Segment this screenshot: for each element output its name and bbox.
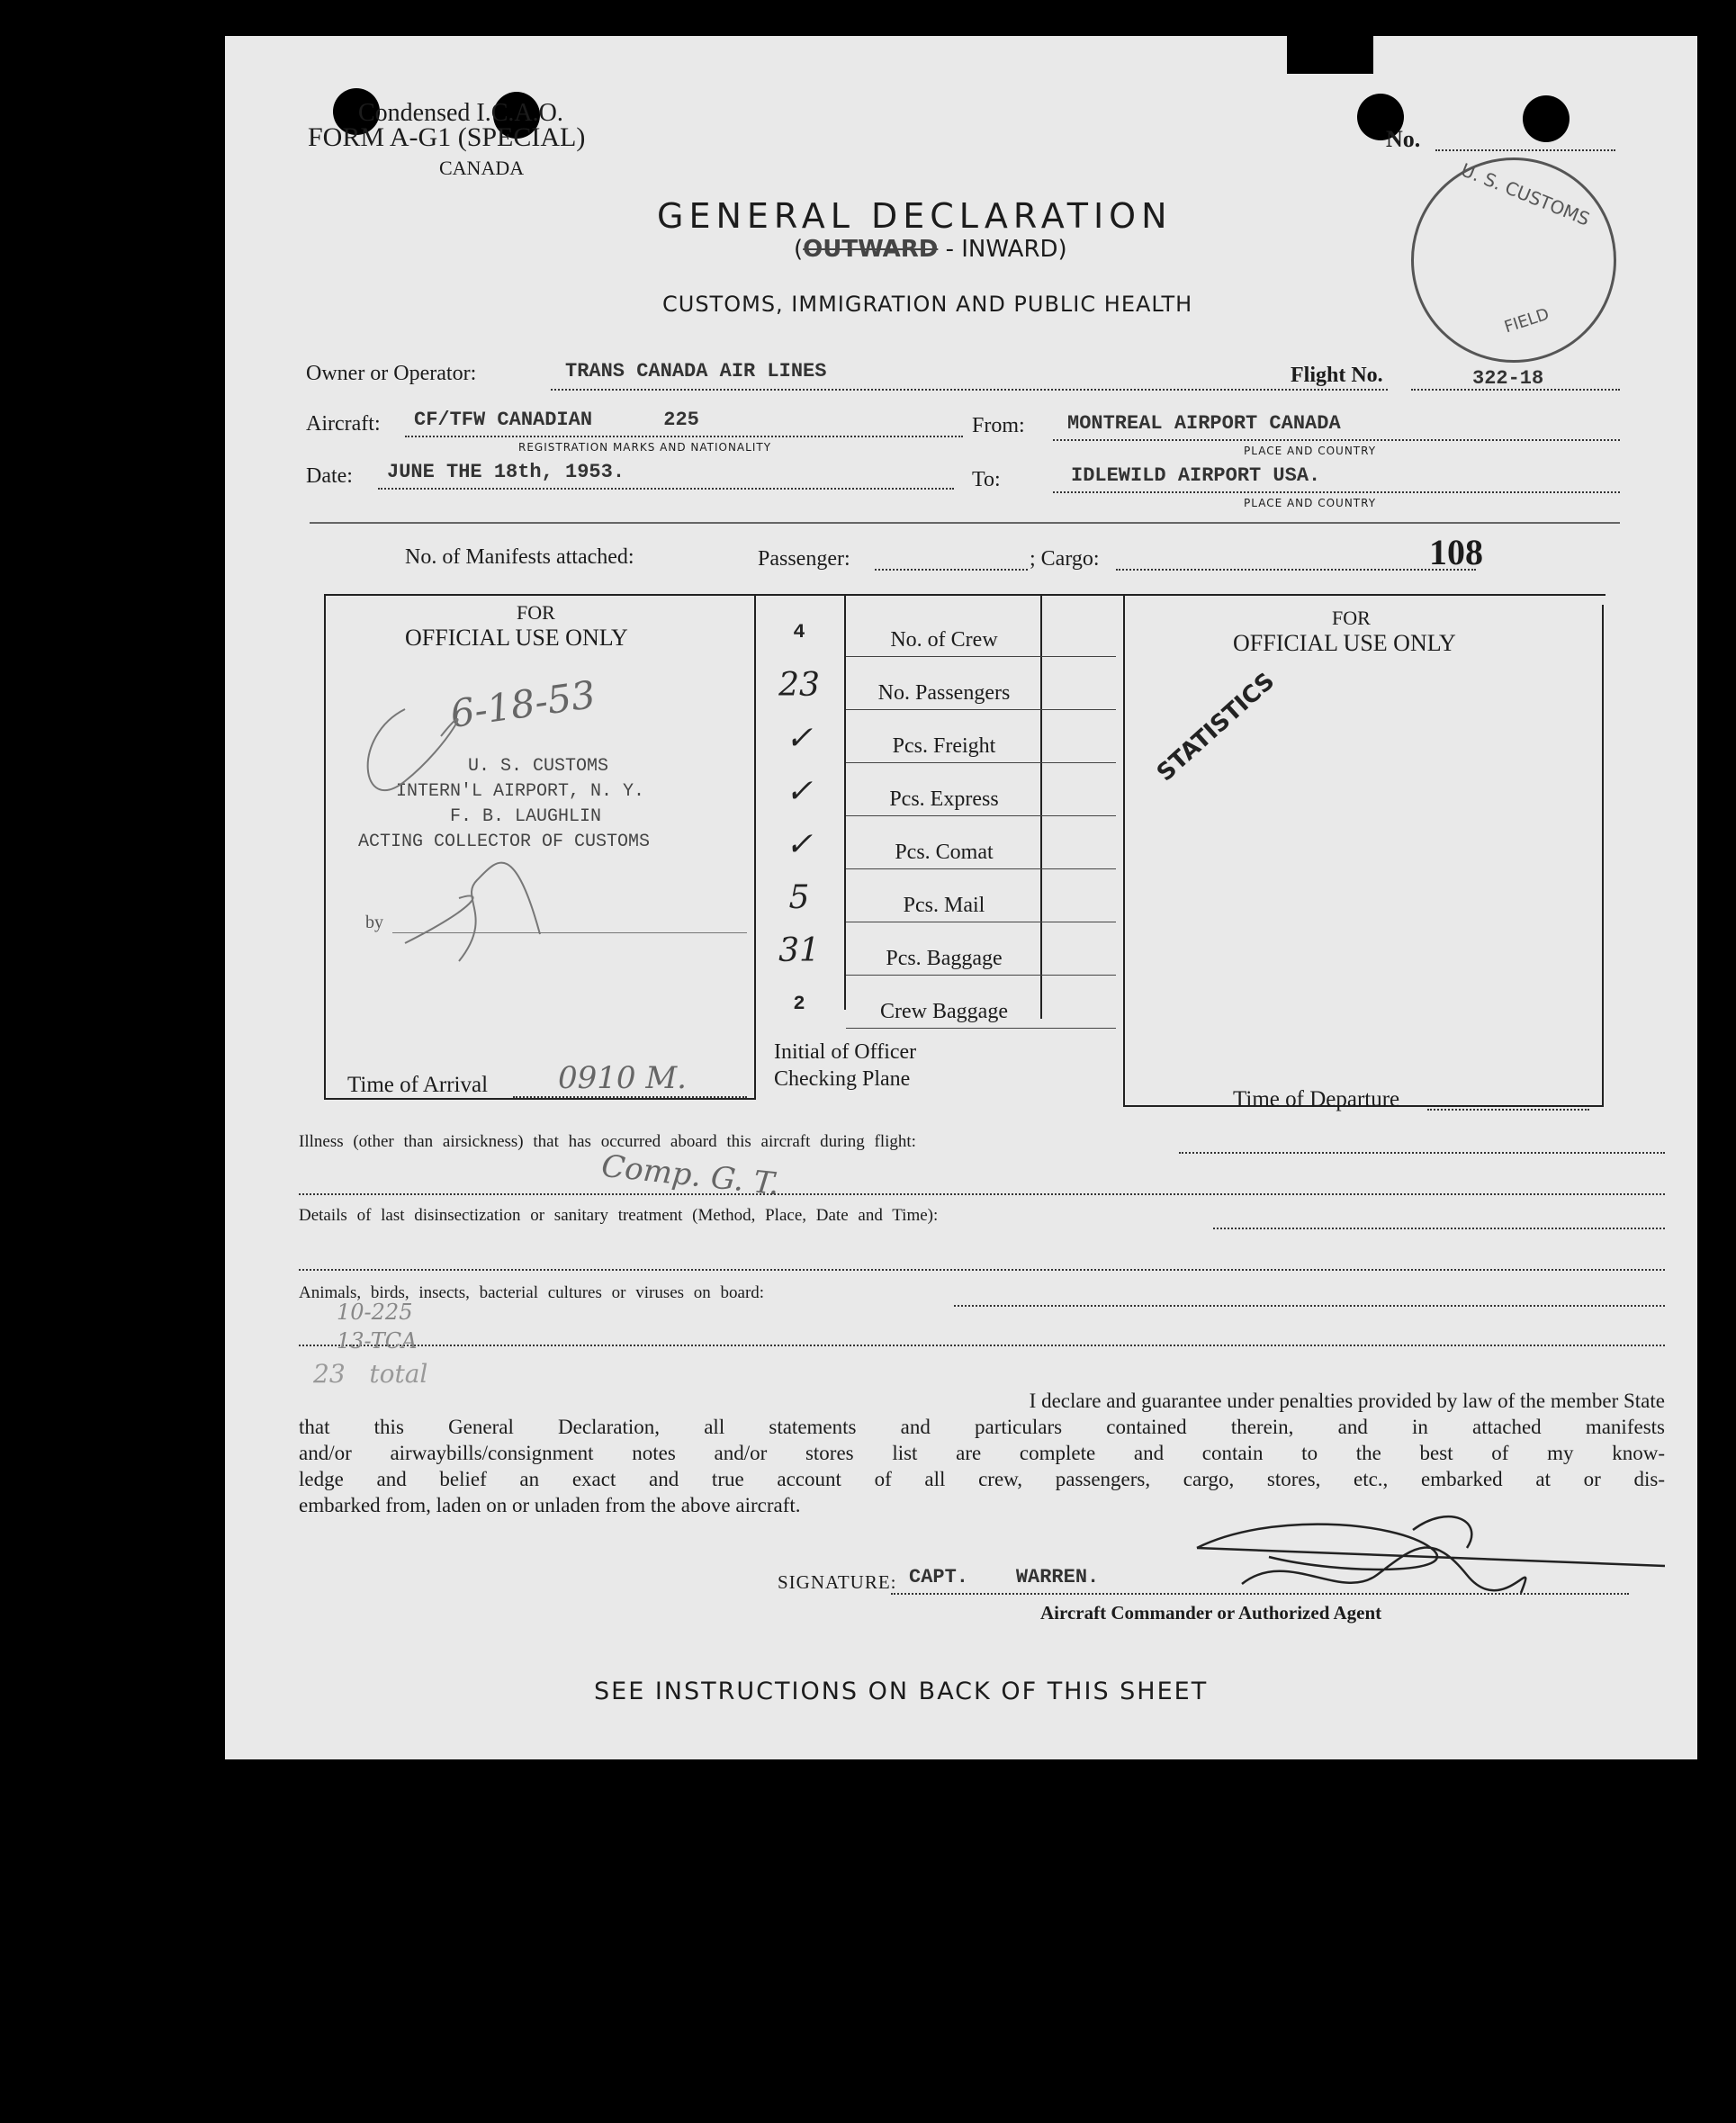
declaration-sheet [225,36,1697,1759]
aircraft-caption: REGISTRATION MARKS AND NATIONALITY [518,441,772,454]
col-divider-4 [1123,596,1125,1107]
declaration-line-2: that this General Declaration, all statements and particulars contained therein, and in attached manifests [299,1416,1665,1438]
page-title: GENERAL DECLARATION [657,196,1173,236]
no-label: No. [1386,126,1421,152]
punch-hole-right-b [1523,95,1570,142]
right-for: FOR [1332,607,1371,629]
left-for: FOR [517,601,555,624]
footer-instructions: SEE INSTRUCTIONS ON BACK OF THIS SHEET [594,1678,1209,1705]
disinsect-line-1 [1213,1228,1665,1229]
initial-officer-line-2: Checking Plane [774,1067,911,1091]
owner-value: TRANS CANADA AIR LINES [565,360,827,382]
declaration-line-3: and/or airwaybills/consignment notes and/or stores list are complete and contain to the best of my know- [299,1442,1665,1464]
signature-label: SIGNATURE: [778,1571,897,1593]
departure-line [1427,1109,1589,1111]
count-value: ✓ [785,720,814,757]
disinsect-label: Details of last disinsectization or sanitary treatment (Method, Place, Date and Time): [299,1206,939,1225]
count-value: 2 [793,993,805,1015]
declaration-line-5: embarked from, laden on or unladen from the above aircraft. [299,1494,801,1516]
date-label: Date: [306,464,353,488]
form-line-1: Condensed I.C.A.O. [358,99,563,127]
header-rule [310,522,1620,524]
to-caption: PLACE AND COUNTRY [1244,497,1377,509]
direction-inward: - INWARD) [945,236,1067,263]
from-value: MONTREAL AIRPORT CANADA [1067,412,1341,435]
count-row [756,715,1123,768]
date-value: JUNE THE 18th, 1953. [387,461,625,483]
count-value: ✓ [785,773,814,810]
aircraft-value: CF/TFW CANADIAN 225 [414,409,699,431]
count-value: 4 [793,621,805,643]
count-row-rule [846,815,1116,816]
count-label: Pcs. Baggage [886,947,1003,970]
illness-handwriting: Comp. G. T. [599,1147,781,1203]
illness-line-1 [1179,1152,1665,1154]
no-line [1435,149,1615,151]
from-label: From: [972,414,1025,437]
owner-label: Owner or Operator: [306,362,477,385]
signature-caption: Aircraft Commander or Authorized Agent [1040,1602,1382,1624]
initial-officer-line-1: Initial of Officer [774,1040,917,1064]
arrival-value: 0910 M. [558,1060,687,1096]
passenger-label: Passenger: [758,547,850,571]
count-value: ✓ [785,826,814,863]
form-line-3: CANADA [439,157,525,179]
declaration-line-4: ledge and belief an exact and true account of all crew, passengers, cargo, stores, etc., embarked at or dis- [299,1468,1665,1490]
count-row [756,661,1123,715]
count-row [756,768,1123,821]
cargo-line [1116,569,1476,571]
count-row [756,608,1123,661]
count-row-rule [846,1028,1116,1029]
count-label: Pcs. Mail [903,894,985,917]
customs-stamp-bottom: FIELD [1502,304,1552,337]
disinsect-line-2 [299,1269,1665,1271]
count-row-rule [846,762,1116,763]
departure-label: Time of Departure [1233,1087,1400,1111]
arrival-label: Time of Arrival [347,1073,489,1097]
count-row-rule [846,975,1116,976]
form-line-2: FORM A-G1 (SPECIAL) [308,122,586,152]
left-stamp-line-3: F. B. LAUGHLIN [450,806,602,827]
count-label: Crew Baggage [880,1000,1008,1023]
count-row-rule [846,868,1116,869]
animals-hand-1: 10-225 [337,1300,413,1325]
left-hand-date: 6-18-53 [447,671,598,737]
official-table [324,594,1606,1109]
direction-struck: OUTWARD [803,236,939,263]
count-label: No. of Crew [890,628,998,652]
count-value: 23 [778,667,820,704]
from-line [1053,439,1620,441]
animals-label: Animals, birds, insects, bacterial cultures or viruses on board: [299,1283,765,1302]
clip-mark [1287,34,1373,74]
illness-label: Illness (other than airsickness) that has occurred aboard this aircraft during flight: [299,1132,916,1151]
right-official-use: OFFICIAL USE ONLY [1233,630,1456,656]
arrival-line [513,1096,747,1098]
count-row [756,927,1123,980]
flight-label: Flight No. [1291,364,1383,387]
flight-value: 322-18 [1472,367,1544,390]
left-stamp-line-2: INTERN'L AIRPORT, N. Y. [396,781,645,802]
count-label: No. Passengers [877,681,1011,705]
left-official-use: OFFICIAL USE ONLY [405,625,628,651]
count-row-rule [846,709,1116,710]
from-caption: PLACE AND COUNTRY [1244,445,1377,457]
declaration-line-1: I declare and guarantee under penalties provided by law of the member State [1029,1390,1665,1412]
cargo-label: ; Cargo: [1030,547,1100,571]
count-row [756,821,1123,874]
table-right-edge [1602,605,1604,1107]
animals-line-2 [299,1345,1665,1346]
count-row [756,980,1123,1033]
signature-value: CAPT. WARREN. [909,1566,1100,1588]
direction-open: ( [794,236,804,263]
count-value: 5 [788,879,810,916]
animals-hand-3: 23 total [313,1359,428,1389]
owner-line [551,389,1388,391]
cargo-value: 108 [1429,532,1483,572]
left-stamp-line-4: ACTING COLLECTOR OF CUSTOMS [358,832,651,852]
direction-line [794,236,1067,263]
illness-line-2 [299,1193,1665,1195]
table-bottom-left [324,1098,756,1100]
animals-line-1 [954,1305,1665,1307]
customs-stamp-top: U. S. CUSTOMS [1458,158,1593,230]
count-value: 31 [778,932,820,969]
to-label: To: [972,468,1001,491]
count-row [756,874,1123,927]
left-stamp-line-1: U. S. CUSTOMS [468,756,609,777]
table-left-edge [324,596,326,1100]
animals-hand-2: 13-TCA [337,1328,418,1354]
aircraft-label: Aircraft: [306,412,381,436]
page-subtitle: CUSTOMS, IMMIGRATION AND PUBLIC HEALTH [662,292,1193,317]
count-label: Pcs. Comat [895,841,994,864]
count-row-rule [846,656,1116,657]
to-line [1053,491,1620,493]
customs-stamp [1411,157,1616,363]
passenger-line [875,569,1028,571]
aircraft-line [405,436,963,437]
count-label: Pcs. Express [889,787,999,811]
to-value: IDLEWILD AIRPORT USA. [1071,464,1321,487]
manifests-label: No. of Manifests attached: [405,545,634,569]
flight-line [1411,389,1620,391]
statistics-stamp: STATISTICS [1152,668,1281,787]
date-line [378,488,954,490]
count-label: Pcs. Freight [892,734,996,758]
left-by-label: by [365,913,383,932]
left-signature-scrawl [351,673,747,997]
